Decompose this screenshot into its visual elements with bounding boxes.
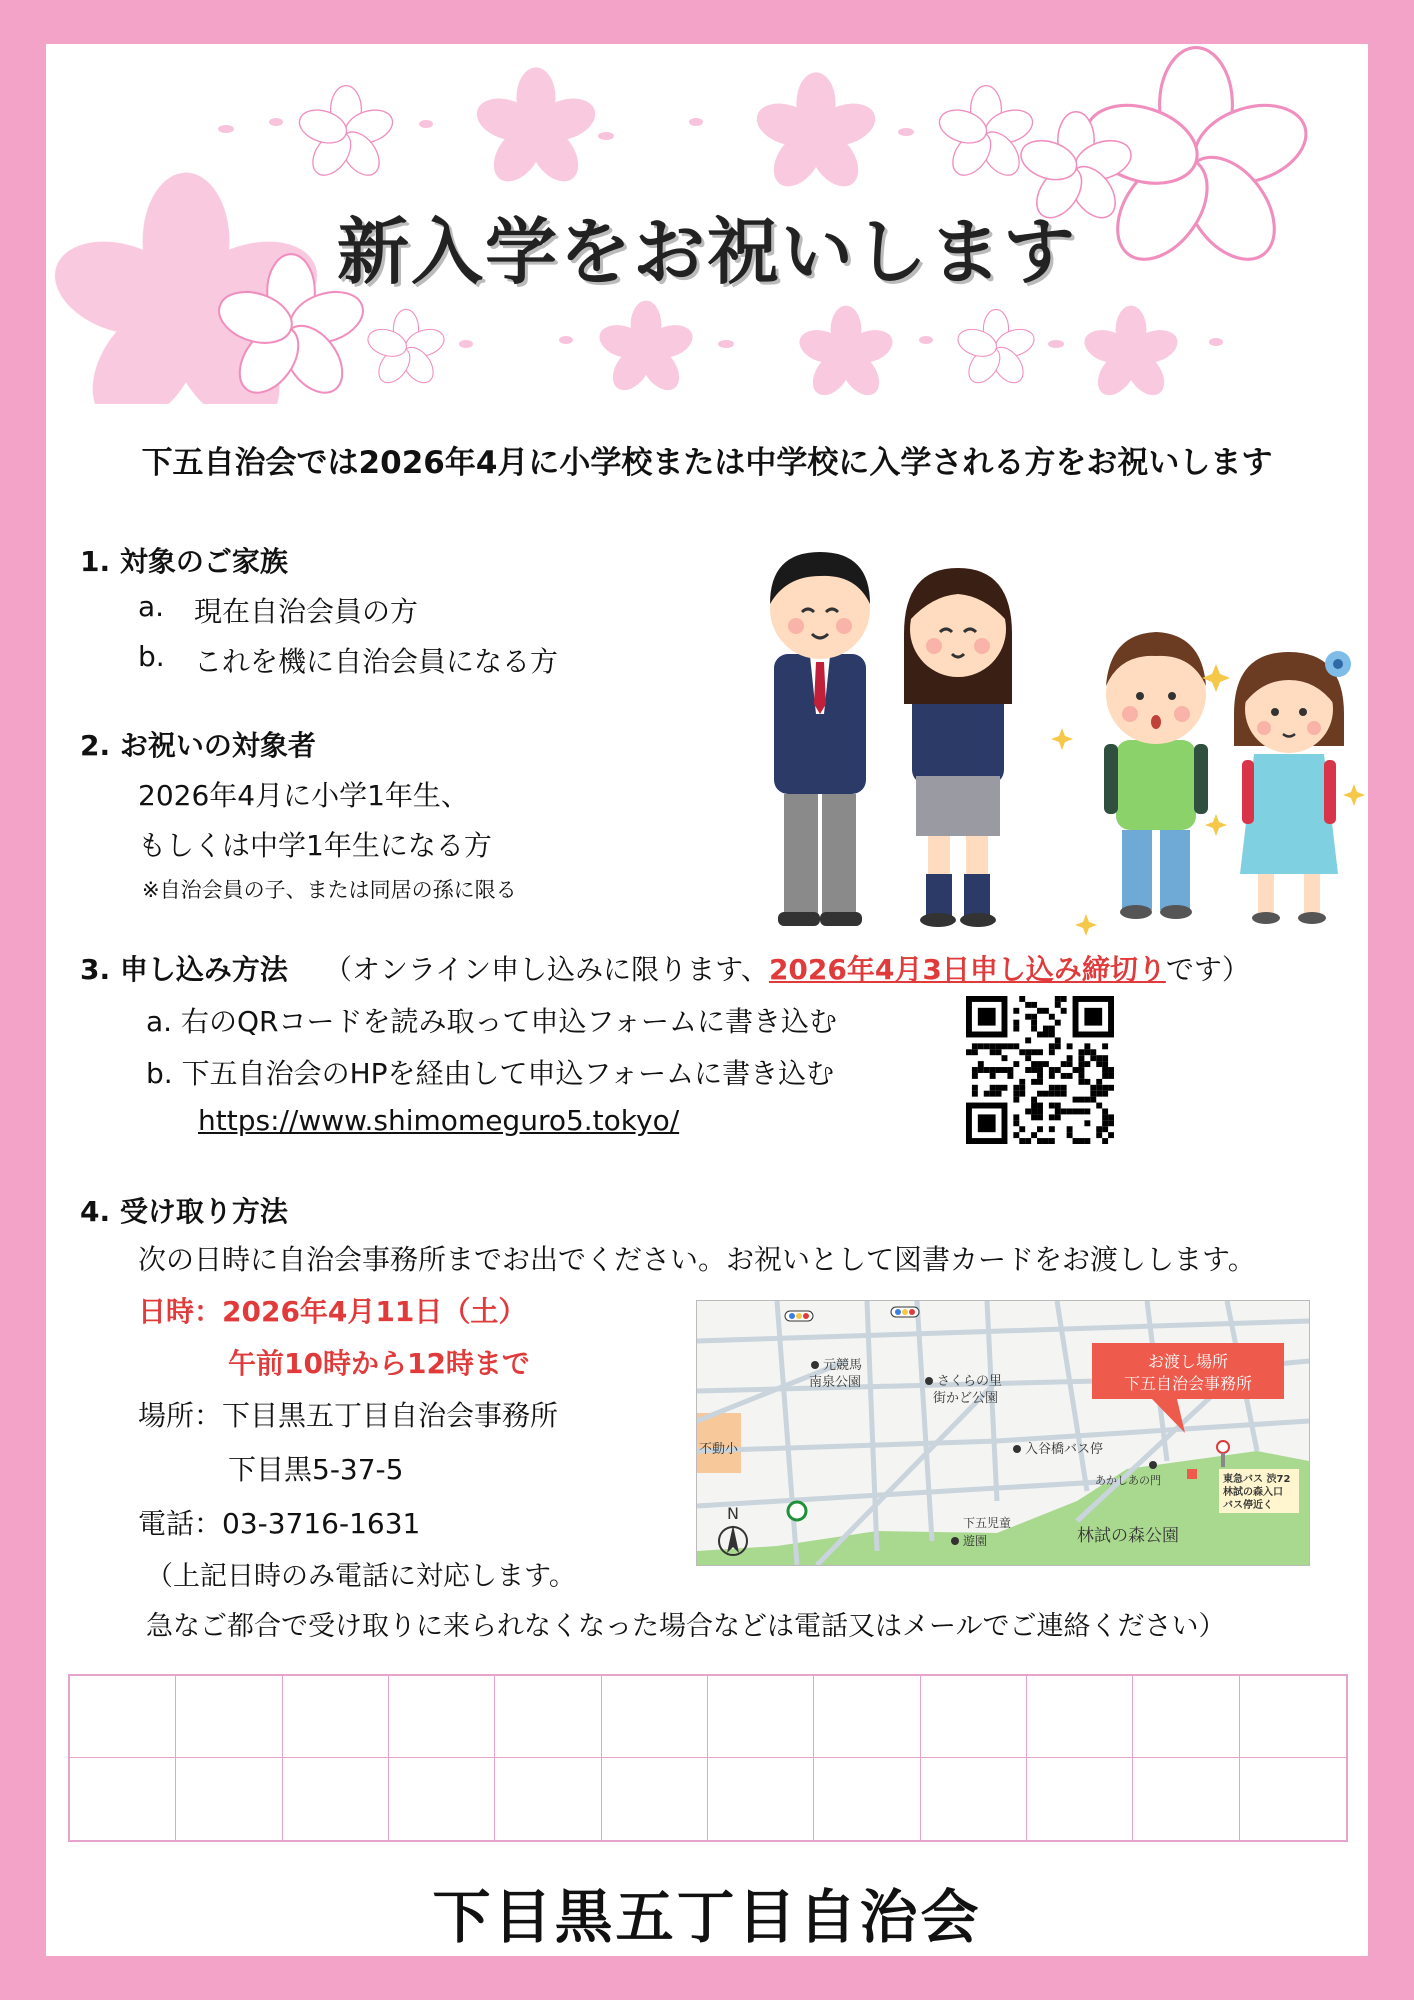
- section1-item-a: 現在自治会員の方: [194, 595, 419, 628]
- map-label-rinshi: 林試の森公園: [1077, 1526, 1179, 1546]
- section3-paren-close: です）: [1165, 953, 1250, 986]
- location-map: [696, 1300, 1310, 1566]
- map-label-iriyabashi: 入谷橋バス停: [1025, 1442, 1104, 1457]
- flyer-page: [46, 44, 1368, 1956]
- note-line1: （上記日時のみ電話に対応します。: [146, 1561, 576, 1592]
- note-line2: 急なご都合で受け取りに来られなくなった場合などは電話又はメールでご連絡ください）: [146, 1611, 1226, 1642]
- message-grid: [68, 1674, 1348, 1842]
- section2-heading: 2. お祝いの対象者: [80, 729, 316, 762]
- deadline-text: 2026年4月3日申し込み締切り: [768, 953, 1166, 986]
- section3-paren-open: （オンライン申し込みに限ります、: [324, 953, 769, 986]
- callout-line2: 下五自治会事務所: [1123, 1374, 1253, 1393]
- qr-code[interactable]: [966, 996, 1114, 1144]
- datetime-line2: 午前10時から12時まで: [228, 1347, 530, 1380]
- map-label-bus-2: 林試の森入口: [1223, 1487, 1283, 1498]
- office-marker: [1187, 1469, 1197, 1479]
- page-title: 新入学をお祝いします: [336, 210, 1077, 294]
- section4-description: 次の日時に自治会事務所までお出でください。お祝いとして図書カードをお渡しします。: [138, 1243, 1256, 1276]
- map-label-motokeiba-2: 南泉公園: [809, 1375, 862, 1390]
- section1-item-b: これを機に自治会員になる方: [194, 645, 559, 678]
- section2-line2: もしくは中学1年生になる方: [138, 829, 492, 862]
- section3-heading: 3. 申し込み方法: [80, 953, 288, 986]
- map-label-shimogo-2: 遊園: [963, 1534, 988, 1548]
- map-label-north: N: [727, 1504, 739, 1523]
- map-label-bus-3: バス停近く: [1223, 1500, 1273, 1511]
- homepage-link[interactable]: https://www.shimomeguro5.tokyo/: [198, 1104, 680, 1137]
- intro-text: 下五自治会では2026年4月に小学校または中学校に入学される方をお祝いします: [141, 445, 1273, 481]
- organization-name: 下目黒五丁目自治会: [432, 1883, 982, 1951]
- map-label-sakura-1: さくらの里: [937, 1374, 1003, 1389]
- section3-item-b: b. 下五自治会のHPを経由して申込フォームに書き込む: [146, 1057, 835, 1090]
- students-illustration: [726, 514, 1366, 964]
- datetime-line1: 日時：2026年4月11日（土）: [138, 1295, 527, 1328]
- section1-item-a-marker: a.: [138, 590, 165, 623]
- section1-heading: 1. 対象のご家族: [80, 545, 288, 578]
- map-label-akashia: あかしあの門: [1095, 1474, 1161, 1487]
- traffic-light-icon: [785, 1311, 813, 1321]
- section3-subnote: [324, 948, 1250, 988]
- section4-heading: 4. 受け取り方法: [80, 1195, 288, 1228]
- place-line2: 下目黒5-37-5: [228, 1453, 404, 1486]
- section1-item-b-marker: b.: [138, 640, 165, 673]
- map-label-bus-1: 東急バス 渋72: [1223, 1474, 1291, 1485]
- map-label-sakura-2: 街かど公園: [933, 1391, 999, 1406]
- section3-item-a: a. 右のQRコードを読み取って申込フォームに書き込む: [146, 1005, 838, 1038]
- place-line1: 場所：下目黒五丁目自治会事務所: [138, 1399, 559, 1432]
- section2-line1: 2026年4月に小学1年生、: [138, 779, 469, 812]
- map-label-motokeiba-1: 元競馬: [823, 1358, 863, 1373]
- map-label-fudosho: 不動小: [699, 1442, 739, 1457]
- traffic-light-icon: [891, 1307, 919, 1317]
- phone-text: 電話：03-3716-1631: [138, 1507, 421, 1540]
- map-label-shimogo-1: 下五児童: [963, 1516, 1012, 1530]
- section2-note: ※自治会員の子、または同居の孫に限る: [142, 878, 517, 902]
- callout-line1: お渡し場所: [1147, 1352, 1229, 1371]
- convenience-store-icon: [788, 1502, 806, 1520]
